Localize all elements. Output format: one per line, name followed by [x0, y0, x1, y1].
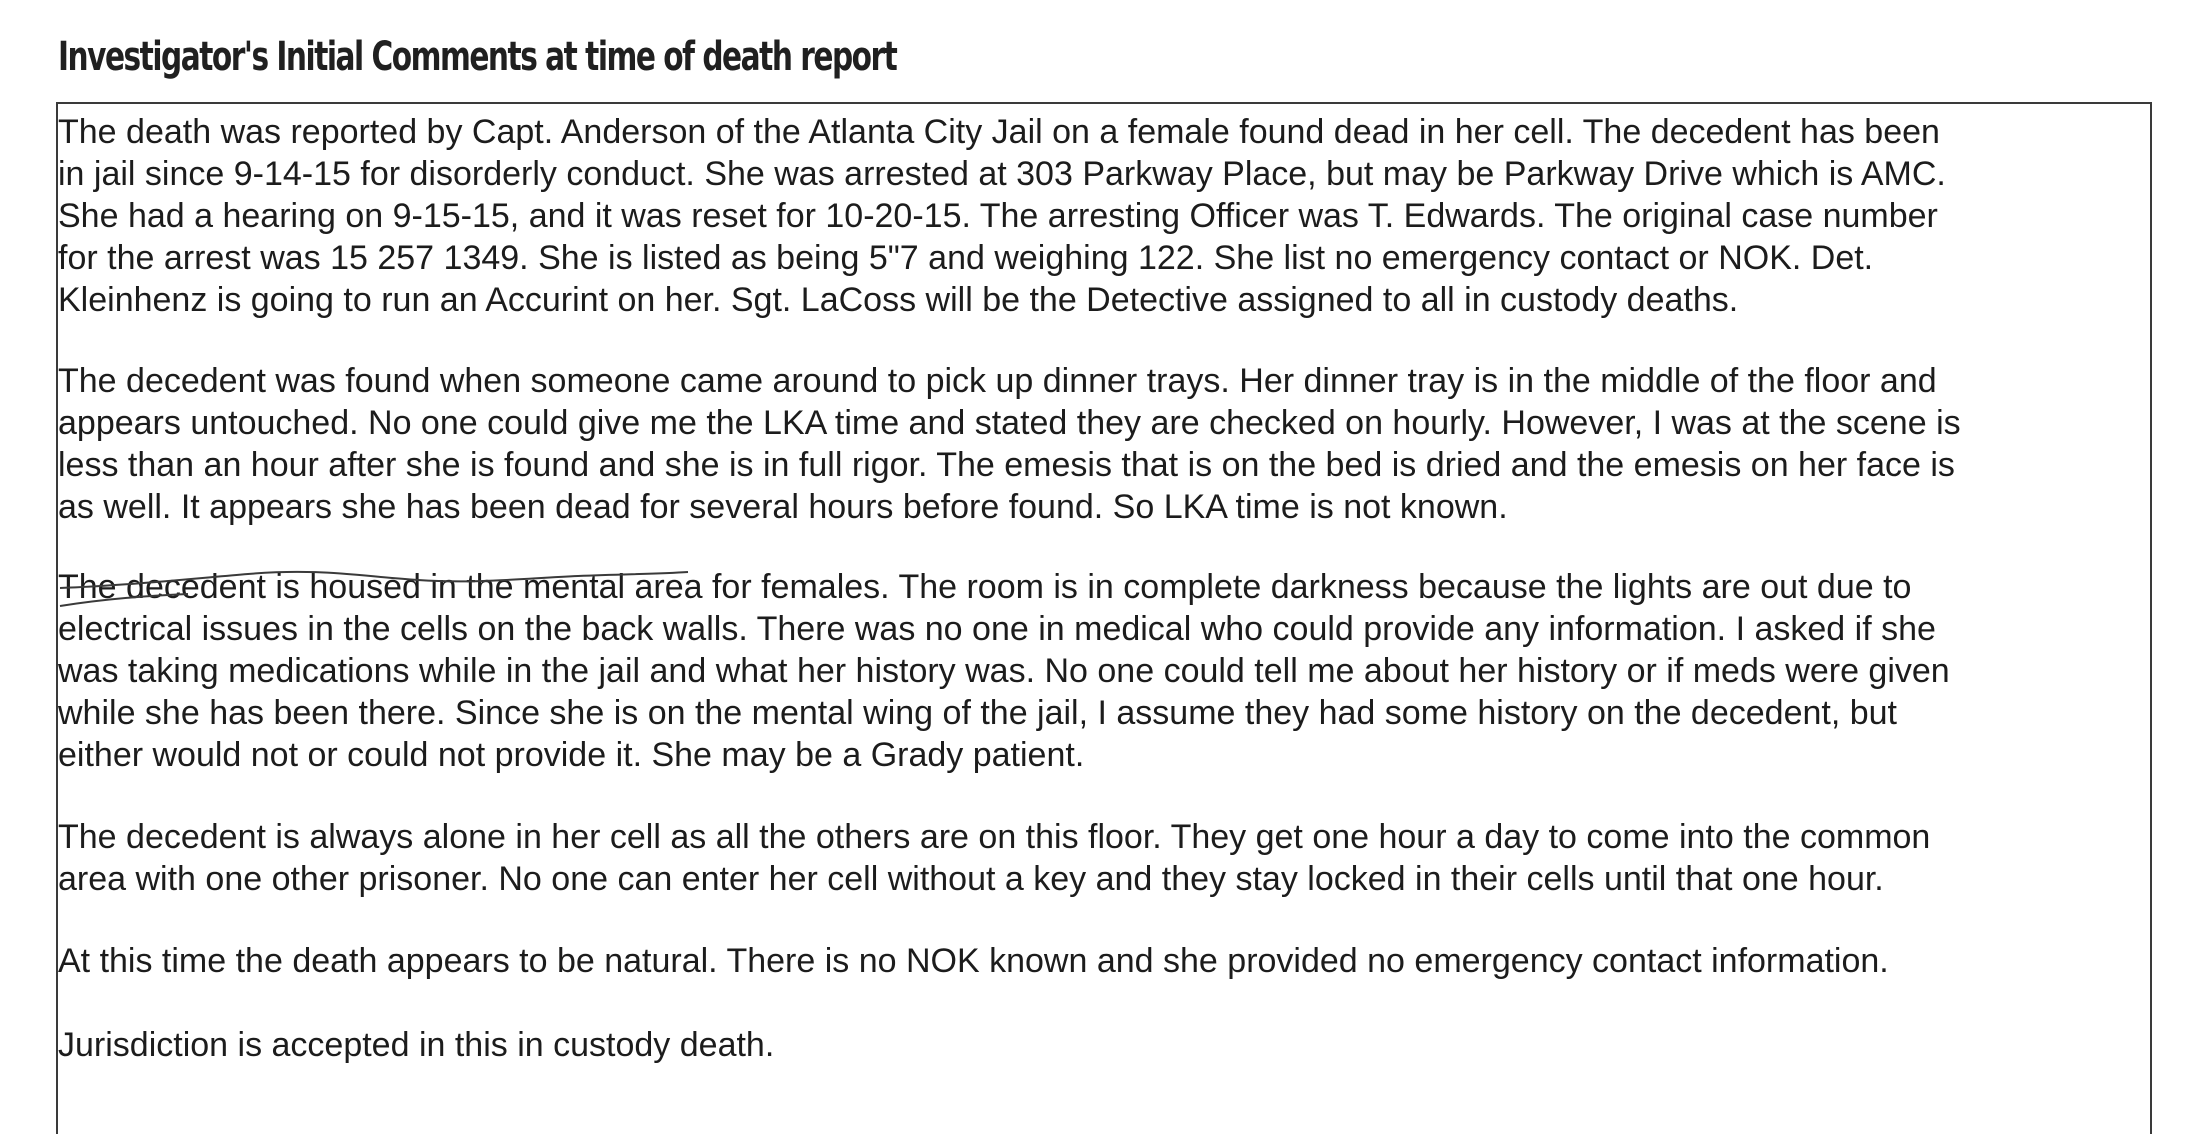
text-line: Kleinhenz is going to run an Accurint on her. Sgt. LaCoss will be the Detective assigned to all in custody deaths.	[58, 281, 1739, 319]
text-line: as well. It appears she has been dead for several hours before found. So LKA time is not known.	[58, 488, 1508, 526]
text-line: for the arrest was 15 257 1349. She is listed as being 5"7 and weighing 122. She list no emergency contact or NOK. Det.	[58, 239, 1874, 277]
text-line: The decedent was found when someone came around to pick up dinner trays. Her dinner tray is in the middle of the floor and	[58, 362, 1937, 400]
paragraph-death-report	[58, 111, 1946, 321]
text-line: She had a hearing on 9-15-15, and it was reset for 10-20-15. The arresting Officer was T. Edwards. The original case number	[58, 197, 1938, 235]
text-line: less than an hour after she is found and she is in full rigor. The emesis that is on the bed is dried and the emesis on her face is	[58, 446, 1955, 484]
text-line: The decedent is always alone in her cell as all the others are on this floor. They get one hour a day to come into the common	[58, 818, 1931, 856]
paragraph-cell-conditions	[58, 816, 1930, 900]
text-line: while she has been there. Since she is on the mental wing of the jail, I assume they had some history on the decedent, but	[58, 694, 1897, 732]
paragraph-housing	[58, 566, 1950, 776]
comments-box	[56, 102, 2152, 1134]
text-line: electrical issues in the cells on the back walls. There was no one in medical who could provide any information. I asked if she	[58, 610, 1936, 648]
text-line: Jurisdiction is accepted in this in custody death.	[58, 1026, 775, 1064]
text-line: area with one other prisoner. No one can enter her cell without a key and they stay locked in their cells until that one hour.	[58, 860, 1884, 898]
paragraph-jurisdiction	[58, 1024, 774, 1066]
text-line: At this time the death appears to be natural. There is no NOK known and she provided no emergency contact information.	[58, 942, 1889, 980]
paragraph-discovery	[58, 360, 1961, 528]
text-line: The decedent is housed in the mental area for females. The room is in complete darkness because the lights are out due to	[58, 568, 1912, 606]
text-line: either would not or could not provide it. She may be a Grady patient.	[58, 736, 1085, 774]
text-line: appears untouched. No one could give me the LKA time and stated they are checked on hourly. However, I was at the scene is	[58, 404, 1961, 442]
paragraph-conclusion	[58, 940, 1889, 982]
text-line: The death was reported by Capt. Anderson of the Atlanta City Jail on a female found dead in her cell. The decedent has been	[58, 113, 1940, 151]
text-line: in jail since 9-14-15 for disorderly conduct. She was arrested at 303 Parkway Place, but may be Parkway Drive which is AMC.	[58, 155, 1946, 193]
text-line: was taking medications while in the jail and what her history was. No one could tell me about her history or if meds were given	[58, 652, 1950, 690]
report-heading: Investigator's Initial Comments at time of death report	[58, 34, 897, 80]
